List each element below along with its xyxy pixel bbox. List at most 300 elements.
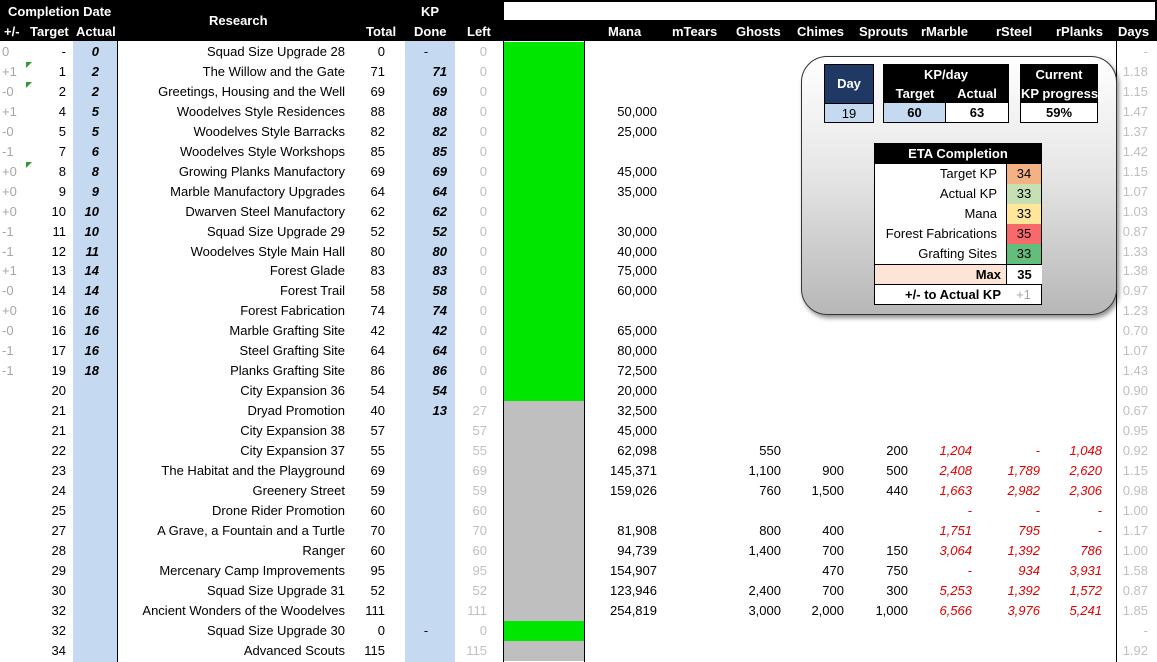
cell-rmarble: 5,253 xyxy=(939,582,972,598)
eta-plusminus-value: +1 xyxy=(1016,287,1031,302)
cell-left: 0 xyxy=(479,622,487,638)
cell-actual: 18 xyxy=(84,363,99,379)
cell-rsteel: 795 xyxy=(1018,522,1040,538)
table-header xyxy=(0,0,1157,41)
eta-row-value: 33 xyxy=(1006,244,1041,264)
cell-left: 69 xyxy=(472,462,487,478)
cell-days: 1.58 xyxy=(1122,562,1148,578)
cell-mana: 60,000 xyxy=(617,283,657,299)
cell-days: 1.42 xyxy=(1122,143,1148,159)
cell-plusminus: +0 xyxy=(2,203,17,219)
cell-mana: 25,000 xyxy=(617,123,657,139)
table-row[interactable] xyxy=(0,521,1157,541)
kpday-target-label: Target xyxy=(884,85,946,103)
cell-done: 54 xyxy=(432,383,447,399)
cell-total: 0 xyxy=(377,44,385,59)
cell-ghosts: 3,000 xyxy=(748,602,781,618)
cell-left: 60 xyxy=(472,502,487,518)
cell-rsteel: 1,392 xyxy=(1007,582,1040,598)
cell-mana: 94,739 xyxy=(617,542,657,558)
cell-target: 30 xyxy=(51,582,66,598)
cell-left: 27 xyxy=(472,403,487,419)
table-row[interactable] xyxy=(0,601,1157,621)
cell-actual: 9 xyxy=(91,183,99,199)
cell-target: 11 xyxy=(52,223,66,239)
cell-research-name: Advanced Scouts xyxy=(243,642,345,658)
header-sprouts: Sprouts xyxy=(859,24,909,39)
cell-done: - xyxy=(423,622,429,638)
cell-total: 70 xyxy=(370,522,385,538)
cell-days: 0.90 xyxy=(1122,383,1148,399)
cell-days: 1.18 xyxy=(1122,63,1148,79)
table-row[interactable] xyxy=(0,641,1157,661)
eta-plusminus-row xyxy=(875,284,1041,304)
cell-total: 52 xyxy=(370,582,385,598)
table-row[interactable] xyxy=(0,621,1157,641)
cell-left: 0 xyxy=(479,103,487,119)
cell-days: - xyxy=(1143,622,1148,638)
cell-left: 0 xyxy=(479,303,487,319)
cell-sprouts: 200 xyxy=(886,443,908,458)
cell-total: 0 xyxy=(377,622,385,638)
cell-actual: 10 xyxy=(84,223,99,239)
eta-row-value: 33 xyxy=(1006,204,1041,224)
cell-mana: 154,907 xyxy=(610,562,657,578)
cell-research-name: Ancient Wonders of the Woodelves xyxy=(142,602,345,618)
cell-actual: 16 xyxy=(84,303,99,319)
cell-sprouts: 750 xyxy=(886,562,908,578)
cell-rsteel: - xyxy=(1035,502,1040,518)
table-row[interactable] xyxy=(0,581,1157,601)
table-row[interactable] xyxy=(0,401,1157,421)
cell-target: - xyxy=(61,44,66,59)
cell-total: 62 xyxy=(370,203,385,219)
cell-rplanks: - xyxy=(1097,522,1102,538)
cell-ghosts: 760 xyxy=(759,482,781,498)
cell-plusminus: +0 xyxy=(2,163,17,179)
cell-left: 70 xyxy=(472,522,487,538)
eta-row-label: Target KP xyxy=(939,166,997,181)
cell-days: 1.03 xyxy=(1122,203,1148,219)
kpday-target-value: 60 xyxy=(884,103,946,122)
cell-actual: 14 xyxy=(84,283,99,299)
table-row[interactable] xyxy=(0,561,1157,581)
cell-mana: 123,946 xyxy=(610,582,657,598)
cell-left: 0 xyxy=(479,123,487,139)
cell-rsteel: 1,392 xyxy=(1007,542,1040,558)
cell-target: 16 xyxy=(51,323,66,339)
cell-chimes: 400 xyxy=(822,522,844,538)
cell-plusminus: +1 xyxy=(2,263,17,279)
cell-total: 80 xyxy=(370,243,385,259)
cell-target: 19 xyxy=(51,363,66,379)
eta-max-label: Max xyxy=(975,267,1001,282)
cell-rplanks: 2,620 xyxy=(1069,462,1102,478)
table-row[interactable] xyxy=(0,481,1157,501)
cell-target: 5 xyxy=(58,123,66,139)
cell-total: 86 xyxy=(370,363,385,379)
cell-total: 74 xyxy=(370,303,385,319)
header-left: Left xyxy=(467,24,491,39)
cell-research-name: Marble Grafting Site xyxy=(229,323,345,339)
cell-research-name: Squad Size Upgrade 29 xyxy=(206,223,345,239)
cell-days: 1.92 xyxy=(1122,642,1148,658)
cell-ghosts: 2,400 xyxy=(748,582,781,598)
cell-research-name: Forest Fabrication xyxy=(240,303,345,319)
cell-rmarble: 6,566 xyxy=(939,602,972,618)
eta-plusminus-label: +/- to Actual KP xyxy=(905,287,1001,302)
cell-left: 0 xyxy=(479,83,487,99)
cell-rplanks: 2,306 xyxy=(1069,482,1102,498)
cell-target: 17 xyxy=(51,343,66,359)
cell-target: 2 xyxy=(58,83,66,99)
cell-chimes: 1,500 xyxy=(811,482,844,498)
cell-plusminus: -0 xyxy=(2,83,14,99)
cell-total: 85 xyxy=(370,143,385,159)
cell-chimes: 470 xyxy=(822,562,844,578)
cell-days: 1.38 xyxy=(1122,263,1148,279)
cell-research-name: Forest Trail xyxy=(279,283,345,299)
cell-days: 0.97 xyxy=(1122,283,1148,299)
cell-actual: 2 xyxy=(91,83,99,99)
cell-days: 0.70 xyxy=(1122,323,1148,339)
cell-left: 0 xyxy=(479,363,487,379)
cell-actual: 10 xyxy=(84,203,99,219)
cell-rplanks: 1,048 xyxy=(1069,443,1102,458)
cell-total: 111 xyxy=(365,602,385,618)
header-done: Done xyxy=(414,24,447,39)
cell-total: 58 xyxy=(370,283,385,299)
cell-rmarble: 1,663 xyxy=(939,482,972,498)
cell-sprouts: 440 xyxy=(886,482,908,498)
cell-left: 111 xyxy=(467,602,487,618)
cell-target: 22 xyxy=(51,443,66,458)
cell-chimes: 2,000 xyxy=(811,602,844,618)
cell-actual: 11 xyxy=(85,243,99,259)
table-row[interactable] xyxy=(0,321,1157,341)
cell-rsteel: 3,976 xyxy=(1007,602,1040,618)
table-row[interactable] xyxy=(0,381,1157,401)
cell-days: 0.92 xyxy=(1122,443,1148,458)
cell-days: 0.67 xyxy=(1122,403,1148,419)
cell-research-name: Dwarven Steel Manufactory xyxy=(185,203,345,219)
cell-days: 1.00 xyxy=(1122,502,1148,518)
cell-done: 71 xyxy=(432,63,447,79)
cell-research-name: Squad Size Upgrade 30 xyxy=(206,622,345,638)
cell-plusminus: -0 xyxy=(2,283,14,299)
cell-total: 57 xyxy=(370,423,385,439)
cell-rsteel: - xyxy=(1035,443,1040,458)
cell-total: 52 xyxy=(370,223,385,239)
cell-research-name: Woodelves Style Workshops xyxy=(180,143,345,159)
cell-total: 55 xyxy=(370,443,385,458)
cell-target: 29 xyxy=(51,562,66,578)
cell-target: 9 xyxy=(58,183,66,199)
cell-plusminus: +1 xyxy=(2,63,17,79)
current-progress-box xyxy=(1020,64,1098,123)
cell-done: 85 xyxy=(432,143,447,159)
cell-done: 58 xyxy=(432,283,447,299)
cell-target: 25 xyxy=(51,502,66,518)
header-total: Total xyxy=(366,24,397,39)
cell-target: 4 xyxy=(58,103,66,119)
cell-done: 80 xyxy=(432,243,447,259)
cell-total: 95 xyxy=(370,562,385,578)
cell-done: 62 xyxy=(432,203,447,219)
cell-research-name: Woodelves Style Main Hall xyxy=(190,243,345,259)
cell-mana: 159,026 xyxy=(610,482,657,498)
current-subtitle: KP progress xyxy=(1021,86,1099,101)
cell-target: 13 xyxy=(51,263,66,279)
cell-days: 1.15 xyxy=(1122,83,1148,99)
cell-ghosts: 1,400 xyxy=(748,542,781,558)
cell-days: 1.85 xyxy=(1122,602,1148,618)
cell-rplanks: 1,572 xyxy=(1069,582,1102,598)
cell-done: 83 xyxy=(432,263,447,279)
cell-sprouts: 1,000 xyxy=(875,602,908,618)
cell-done: 69 xyxy=(432,163,447,179)
cell-mana: 40,000 xyxy=(617,243,657,259)
cell-done: 82 xyxy=(432,123,447,139)
eta-row-label: Mana xyxy=(964,206,997,221)
header-completion-date: Completion Date xyxy=(8,4,112,19)
cell-plusminus: +1 xyxy=(2,103,17,119)
cell-research-name: Woodelves Style Barracks xyxy=(193,123,345,139)
cell-mana: 81,908 xyxy=(617,522,657,538)
cell-done: 42 xyxy=(432,323,447,339)
cell-target: 21 xyxy=(51,423,66,439)
cell-mana: 145,371 xyxy=(610,462,657,478)
header-ghosts: Ghosts xyxy=(736,24,781,39)
cell-plusminus: -0 xyxy=(2,323,14,339)
cell-rmarble: 3,064 xyxy=(939,542,972,558)
cell-target: 14 xyxy=(51,283,66,299)
cell-actual: 0 xyxy=(91,44,99,59)
cell-left: 0 xyxy=(479,323,487,339)
cell-sprouts: 300 xyxy=(886,582,908,598)
cell-total: 82 xyxy=(370,123,385,139)
cell-research-name: Planks Grafting Site xyxy=(230,363,345,379)
table-row[interactable] xyxy=(0,461,1157,481)
cell-research-name: The Willow and the Gate xyxy=(202,63,345,79)
cell-research-name: City Expansion 38 xyxy=(240,423,345,439)
cell-total: 83 xyxy=(370,263,385,279)
cell-total: 64 xyxy=(370,183,385,199)
cell-done: 64 xyxy=(432,343,447,359)
cell-target: 16 xyxy=(51,303,66,319)
current-title: Current xyxy=(1021,65,1097,85)
cell-plusminus: -1 xyxy=(2,143,14,159)
cell-mana: 62,098 xyxy=(617,443,657,458)
cell-research-name: Squad Size Upgrade 28 xyxy=(206,44,345,59)
cell-left: 0 xyxy=(479,343,487,359)
cell-research-name: City Expansion 37 xyxy=(240,443,345,458)
cell-plusminus: -1 xyxy=(2,363,14,379)
eta-row-value: 34 xyxy=(1006,164,1041,184)
cell-left: 55 xyxy=(472,443,487,458)
cell-total: 42 xyxy=(370,323,385,339)
cell-rsteel: 2,982 xyxy=(1007,482,1040,498)
cell-days: 1.15 xyxy=(1122,462,1148,478)
cell-mana: 254,819 xyxy=(610,602,657,618)
header-mana: Mana xyxy=(608,24,642,39)
cell-chimes: 700 xyxy=(822,542,844,558)
cell-rsteel: 1,789 xyxy=(1007,462,1040,478)
cell-research-name: Drone Rider Promotion xyxy=(212,502,345,518)
cell-left: 52 xyxy=(472,582,487,598)
cell-target: 12 xyxy=(51,243,66,259)
cell-research-name: Marble Manufactory Upgrades xyxy=(170,183,345,199)
header-rmarble: rMarble xyxy=(921,24,968,39)
cell-research-name: Greenery Street xyxy=(252,482,345,498)
current-value: 59% xyxy=(1021,103,1097,122)
header-days: Days xyxy=(1118,24,1150,39)
cell-rplanks: 5,241 xyxy=(1069,602,1102,618)
cell-rmarble: 1,751 xyxy=(939,522,972,538)
cell-days: 1.15 xyxy=(1122,163,1148,179)
kpday-actual-value: 63 xyxy=(946,103,1008,122)
cell-days: 0.98 xyxy=(1122,482,1148,498)
cell-left: 0 xyxy=(479,263,487,279)
cell-days: 1.23 xyxy=(1122,303,1148,319)
cell-left: 0 xyxy=(479,163,487,179)
cell-left: 0 xyxy=(479,63,487,79)
cell-research-name: Greetings, Housing and the Well xyxy=(158,83,345,99)
header-rplanks: rPlanks xyxy=(1056,24,1103,39)
cell-research-name: Woodelves Style Residences xyxy=(176,103,345,119)
cell-total: 60 xyxy=(370,542,385,558)
cell-days: 0.95 xyxy=(1122,423,1148,439)
cell-plusminus: -0 xyxy=(2,123,14,139)
cell-target: 27 xyxy=(51,522,66,538)
cell-actual: 14 xyxy=(84,263,99,279)
cell-target: 7 xyxy=(58,143,66,159)
cell-plusminus: +0 xyxy=(2,183,17,199)
cell-days: 0.87 xyxy=(1122,223,1148,239)
cell-left: 115 xyxy=(466,642,487,658)
cell-total: 69 xyxy=(370,83,385,99)
cell-done: 86 xyxy=(432,363,447,379)
cell-target: 21 xyxy=(51,403,66,419)
table-row[interactable] xyxy=(0,361,1157,381)
cell-days: 1.17 xyxy=(1122,522,1148,538)
eta-row-value: 33 xyxy=(1006,184,1041,204)
cell-total: 59 xyxy=(370,482,385,498)
header-rsteel: rSteel xyxy=(996,24,1033,39)
cell-left: 95 xyxy=(472,562,487,578)
cell-total: 69 xyxy=(370,462,385,478)
cell-research-name: A Grave, a Fountain and a Turtle xyxy=(157,522,345,538)
eta-title: ETA Completion xyxy=(875,144,1041,164)
kpday-box xyxy=(883,64,1009,123)
cell-mana: 50,000 xyxy=(617,103,657,119)
cell-rplanks: - xyxy=(1097,502,1102,518)
eta-row-label: Forest Fabrications xyxy=(885,226,997,241)
cell-mana: 75,000 xyxy=(617,263,657,279)
cell-left: 0 xyxy=(479,283,487,299)
cell-target: 24 xyxy=(51,482,66,498)
cell-actual: 16 xyxy=(84,343,99,359)
header-actual: Actual xyxy=(76,24,116,39)
table-row[interactable] xyxy=(0,501,1157,521)
cell-done: 69 xyxy=(432,83,447,99)
summary-panel xyxy=(801,56,1117,315)
cell-rmarble: 2,408 xyxy=(939,462,972,478)
cell-chimes: 900 xyxy=(822,462,844,478)
cell-mana: 45,000 xyxy=(617,163,657,179)
cell-mana: 45,000 xyxy=(617,423,657,439)
cell-target: 20 xyxy=(51,383,66,399)
cell-left: 0 xyxy=(479,143,487,159)
cell-plusminus: -1 xyxy=(2,223,14,239)
cell-actual: 5 xyxy=(91,123,99,139)
kpday-title: KP/day xyxy=(884,65,1008,85)
cell-total: 88 xyxy=(370,103,385,119)
cell-days: 1.37 xyxy=(1122,123,1148,139)
cell-done: 74 xyxy=(432,303,447,319)
table-row[interactable] xyxy=(0,421,1157,441)
cell-target: 10 xyxy=(51,203,66,219)
cell-total: 60 xyxy=(370,502,385,518)
cell-sprouts: 500 xyxy=(886,462,908,478)
cell-left: 59 xyxy=(472,482,487,498)
table-row[interactable] xyxy=(0,541,1157,561)
eta-max-row xyxy=(875,264,1041,284)
cell-mana: 35,000 xyxy=(617,183,657,199)
cell-days: 1.47 xyxy=(1122,103,1148,119)
cell-mana: 20,000 xyxy=(617,383,657,399)
cell-total: 69 xyxy=(370,163,385,179)
cell-days: 1.07 xyxy=(1122,183,1148,199)
cell-left: 0 xyxy=(479,223,487,239)
cell-ghosts: 800 xyxy=(759,522,781,538)
cell-total: 64 xyxy=(370,343,385,359)
cell-target: 34 xyxy=(51,642,66,658)
cell-mana: 65,000 xyxy=(617,323,657,339)
cell-research-name: Forest Glade xyxy=(269,263,345,279)
cell-ghosts: 550 xyxy=(759,443,781,458)
day-value: 19 xyxy=(825,103,873,122)
cell-sprouts: 150 xyxy=(886,542,908,558)
cell-ghosts: 1,100 xyxy=(748,462,781,478)
cell-total: 40 xyxy=(370,403,385,419)
header-research: Research xyxy=(209,13,268,28)
cell-mana: 32,500 xyxy=(617,403,657,419)
cell-left: 0 xyxy=(479,44,487,59)
comment-indicator-icon xyxy=(26,162,32,168)
kpday-actual-label: Actual xyxy=(946,85,1008,103)
cell-target: 1 xyxy=(58,63,66,79)
cell-rplanks: 786 xyxy=(1080,542,1102,558)
cell-done: 88 xyxy=(432,103,447,119)
cell-total: 115 xyxy=(364,642,385,658)
table-row[interactable] xyxy=(0,441,1157,461)
eta-row-label: Grafting Sites xyxy=(918,246,997,261)
eta-max-value: 35 xyxy=(1006,265,1042,284)
cell-done: 64 xyxy=(432,183,447,199)
cell-rmarble: 1,204 xyxy=(939,443,972,458)
cell-mana: 80,000 xyxy=(617,343,657,359)
eta-row-value: 35 xyxy=(1006,224,1041,244)
cell-target: 32 xyxy=(51,602,66,618)
cell-research-name: Ranger xyxy=(302,542,345,558)
cell-plusminus: +0 xyxy=(2,303,17,319)
cell-research-name: Steel Grafting Site xyxy=(239,343,345,359)
cell-actual: 16 xyxy=(84,323,99,339)
cell-rplanks: 3,931 xyxy=(1069,562,1102,578)
cell-research-name: Dryad Promotion xyxy=(247,403,345,419)
table-row[interactable] xyxy=(0,341,1157,361)
